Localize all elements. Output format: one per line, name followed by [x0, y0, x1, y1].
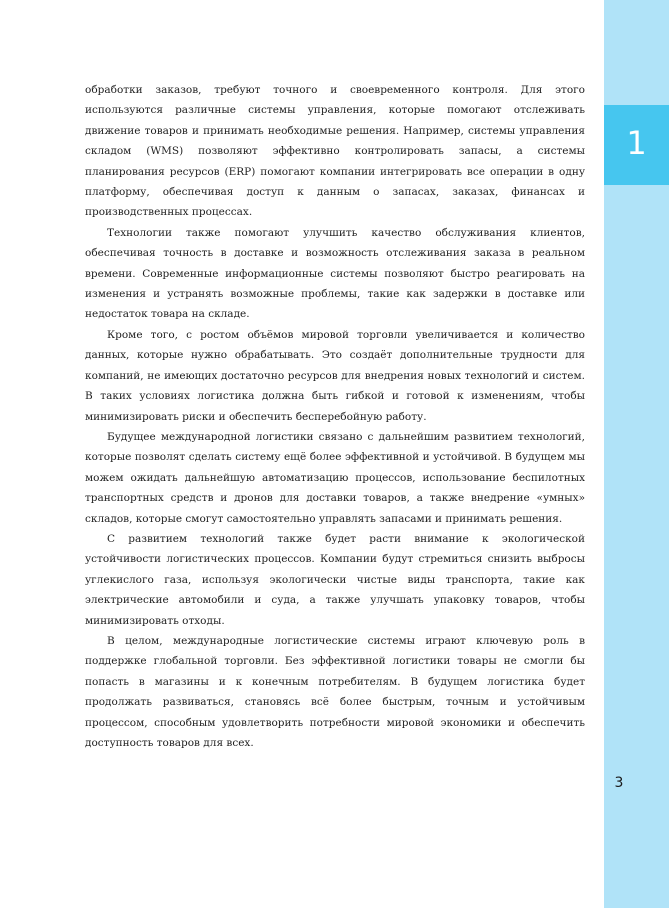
body-text — [85, 80, 585, 753]
paragraph: Будущее международной логистики связано с дальнейшим развитием технологий, которые позволят сделать систему ещё более эффективной и устойчивой. В будущем мы можем ожидать дальнейшую автоматизацию процессов, использование беспилотных транспортных средств и дронов для доставки товаров, а также внедрение «умных» складов, которые смогут самостоятельно управлять запасами и принимать решения. — [85, 430, 585, 525]
paragraph: Технологии также помогают улучшить качество обслуживания клиентов, обеспечивая точность в доставке и возможность отслеживания заказа в реальном времени. Современные информационные системы позволяют быстро реагировать на изменения и устранять возможные проблемы, такие как задержки в доставке или недостаток товара на складе. — [85, 226, 585, 321]
chapter-tab — [604, 105, 669, 185]
paragraph: С развитием технологий также будет расти внимание к экологической устойчивости логистических процессов. Компании будут стремиться снизить выбросы углекислого газа, используя экологически чистые виды транспорта, такие как электрические автомобили и суда, а также улучшать упаковку товаров, чтобы минимизировать отходы. — [85, 532, 585, 627]
paragraph: обработки заказов, требуют точного и своевременного контроля. Для этого используются различные системы управления, которые помогают отслеживать движение товаров и принимать необходимые решения. Например, системы управления складом (WMS) позволяют эффективно контролировать запасы, а системы планирования ресурсов (ERP) помогают компании интегрировать все операции в одну платформу, обеспечивая доступ к данным о запасах, заказах, финансах и производственных процессах. — [85, 84, 585, 219]
paragraph: Кроме того, с ростом объёмов мировой торговли увеличивается и количество данных, которые нужно обрабатывать. Это создаёт дополнительные трудности для компаний, не имеющих достаточно ресурсов для внедрения новых технологий и систем. В таких условиях логистика должна быть гибкой и готовой к изменениям, чтобы минимизировать риски и обеспечить бесперебойную работу. — [85, 328, 585, 423]
page-number: 3 — [614, 775, 624, 791]
paragraph: В целом, международные логистические системы играют ключевую роль в поддержке глобальной торговли. Без эффективной логистики товары не смогли бы попасть в магазины и к конечным потребителям. В будущем логистика будет продолжать развиваться, становясь всё более быстрым, точным и устойчивым процессом, способным удовлетворить потребности мировой экономики и обеспечить доступность товаров для всех. — [85, 634, 585, 749]
chapter-number: 1 — [626, 124, 647, 162]
